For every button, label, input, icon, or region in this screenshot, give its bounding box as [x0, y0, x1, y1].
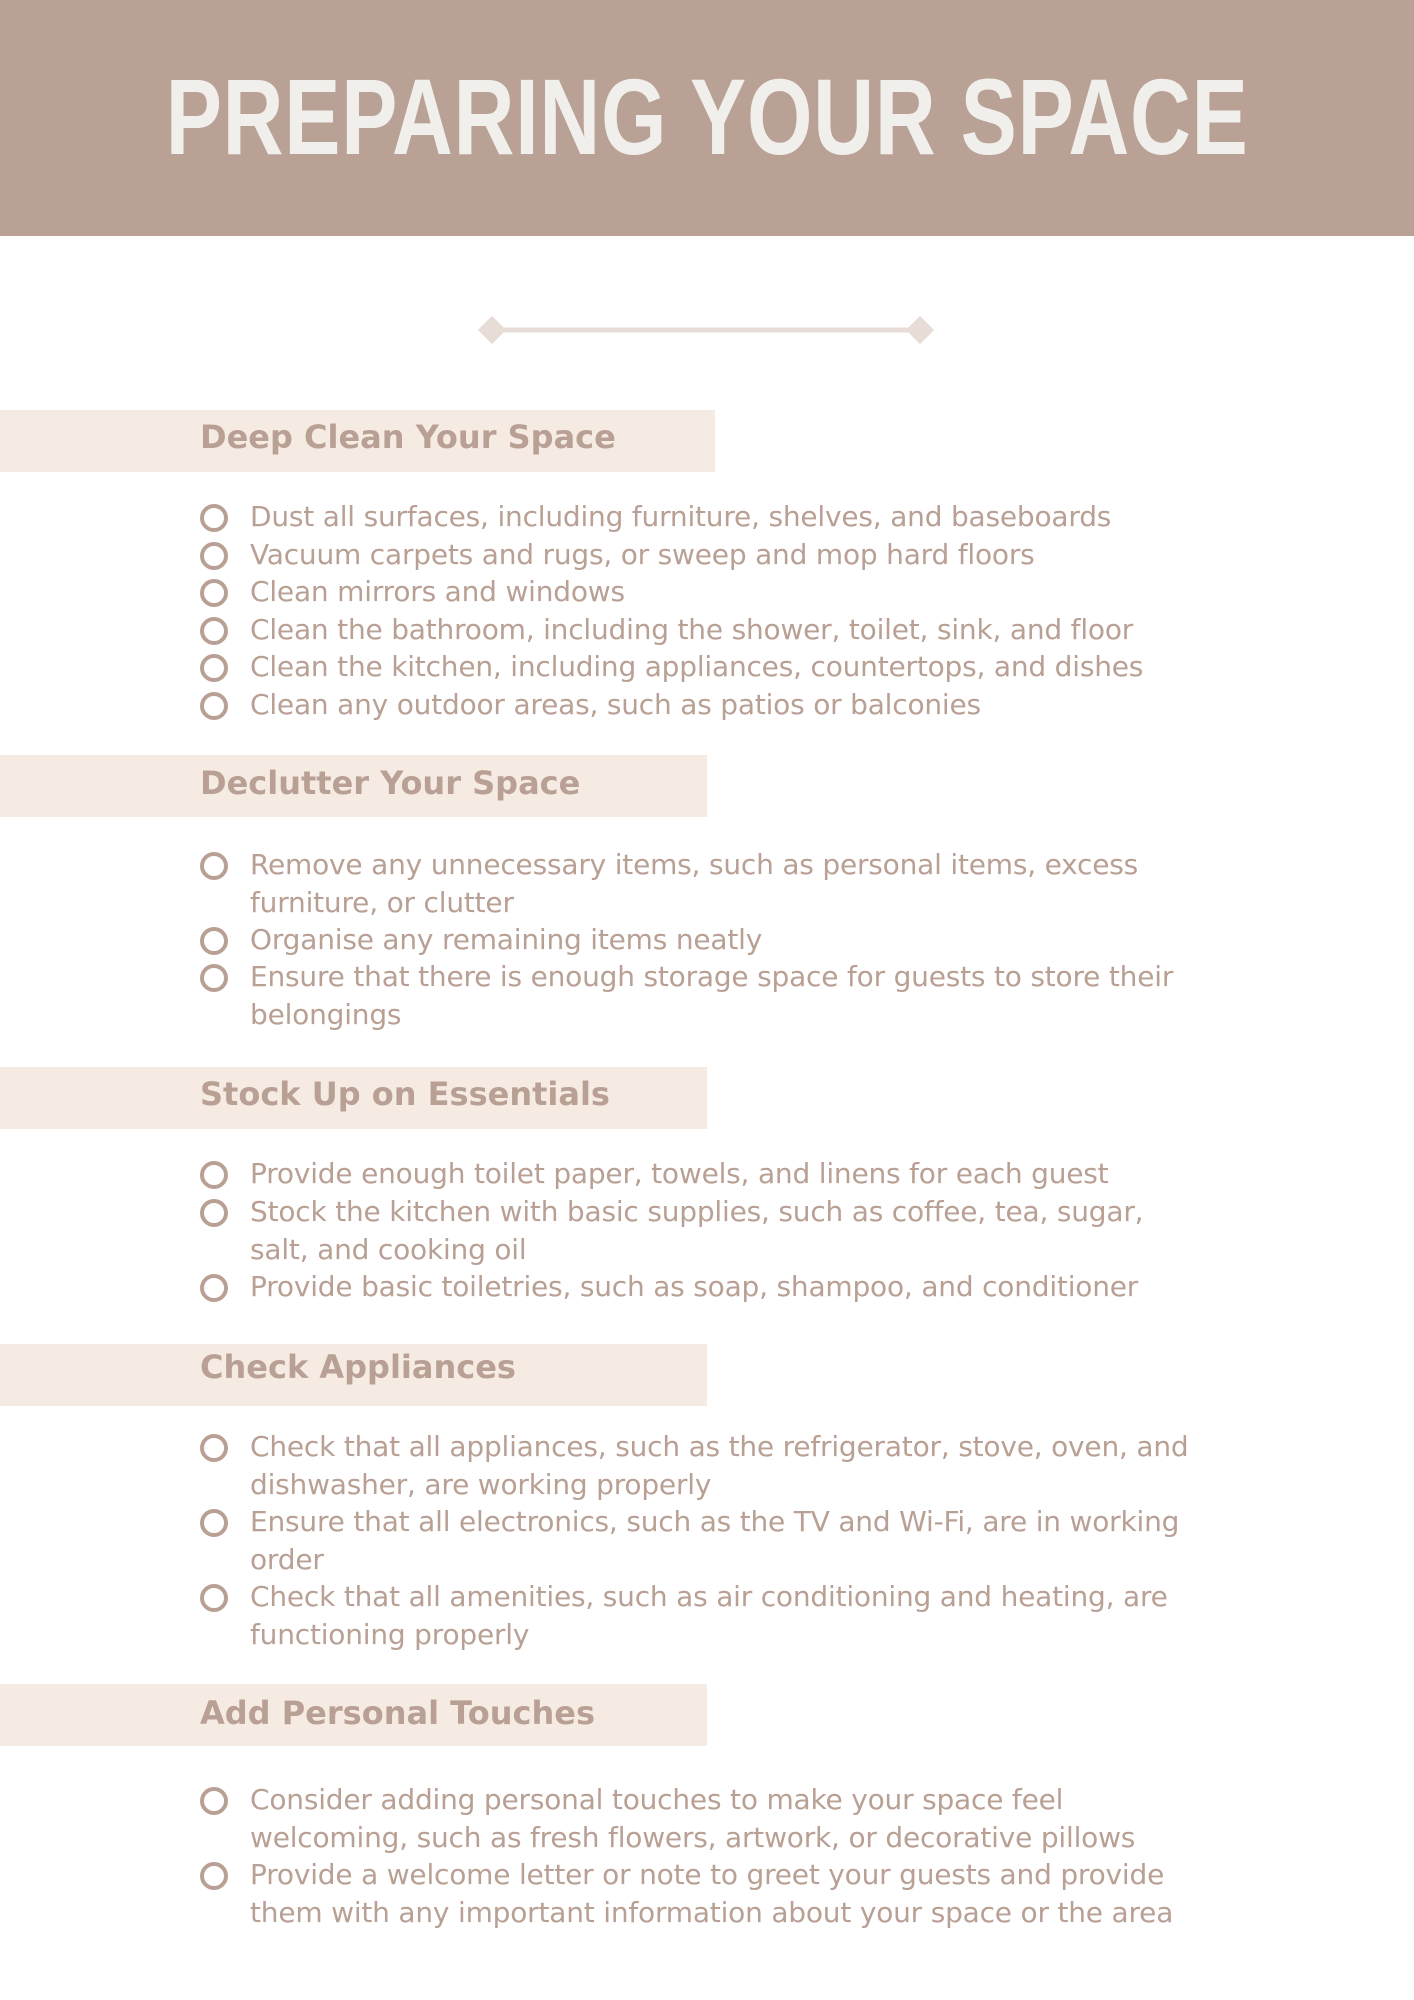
checklist-item[interactable]: Stock the kitchen with basic supplies, such as coffee, tea, sugar, salt, and cooking oil [200, 1193, 1200, 1268]
checkbox-circle-icon[interactable] [200, 542, 228, 570]
section-title-declutter: Declutter Your Space [200, 764, 581, 802]
checklist-item[interactable]: Ensure that all electronics, such as the TV and Wi-Fi, are in working order [200, 1503, 1200, 1578]
checkbox-circle-icon[interactable] [200, 1161, 228, 1189]
checklist-item[interactable]: Check that all amenities, such as air conditioning and heating, are functioning properly [200, 1578, 1200, 1653]
checkbox-circle-icon[interactable] [200, 964, 228, 992]
checkbox-circle-icon[interactable] [200, 1509, 228, 1537]
checklist-item[interactable]: Remove any unnecessary items, such as personal items, excess furniture, or clutter [200, 846, 1200, 921]
checkbox-circle-icon[interactable] [200, 579, 228, 607]
section-title-deep-clean: Deep Clean Your Space [200, 418, 616, 456]
checkbox-circle-icon[interactable] [200, 1434, 228, 1462]
checklist-item[interactable]: Clean the bathroom, including the shower, toilet, sink, and floor [200, 611, 1200, 649]
page-title: PREPARING YOUR SPACE [165, 55, 1249, 177]
checkbox-circle-icon[interactable] [200, 1584, 228, 1612]
checkbox-circle-icon[interactable] [200, 617, 228, 645]
checkbox-circle-icon[interactable] [200, 504, 228, 532]
checkbox-circle-icon[interactable] [200, 1199, 228, 1227]
checklist-item[interactable]: Dust all surfaces, including furniture, shelves, and baseboards [200, 498, 1200, 536]
checkbox-circle-icon[interactable] [200, 692, 228, 720]
checklist-item[interactable]: Organise any remaining items neatly [200, 921, 1200, 959]
checkbox-circle-icon[interactable] [200, 1862, 228, 1890]
checklist-item[interactable]: Provide basic toiletries, such as soap, shampoo, and conditioner [200, 1268, 1200, 1306]
checkbox-circle-icon[interactable] [200, 654, 228, 682]
page-header [0, 0, 1414, 236]
section-title-personal-touches: Add Personal Touches [200, 1694, 596, 1732]
checkbox-circle-icon[interactable] [200, 927, 228, 955]
checkbox-circle-icon[interactable] [200, 852, 228, 880]
checklist-item[interactable]: Clean the kitchen, including appliances, countertops, and dishes [200, 648, 1200, 686]
checkbox-circle-icon[interactable] [200, 1787, 228, 1815]
checklist-item[interactable]: Check that all appliances, such as the refrigerator, stove, oven, and dishwasher, are working properly [200, 1428, 1200, 1503]
section-title-essentials: Stock Up on Essentials [200, 1075, 610, 1113]
decorative-divider [478, 314, 934, 346]
section-title-appliances: Check Appliances [200, 1348, 516, 1386]
checkbox-circle-icon[interactable] [200, 1274, 228, 1302]
checklist-item[interactable]: Provide a welcome letter or note to greet your guests and provide them with any important information about your space or the area [200, 1856, 1200, 1931]
checklist-item[interactable]: Vacuum carpets and rugs, or sweep and mop hard floors [200, 536, 1200, 574]
checklist-item[interactable]: Ensure that there is enough storage space for guests to store their belongings [200, 958, 1200, 1033]
checklist-item[interactable]: Clean any outdoor areas, such as patios or balconies [200, 686, 1200, 724]
checklist-item[interactable]: Clean mirrors and windows [200, 573, 1200, 611]
checklist-item[interactable]: Consider adding personal touches to make your space feel welcoming, such as fresh flowers, artwork, or decorative pillows [200, 1781, 1200, 1856]
checklist-item[interactable]: Provide enough toilet paper, towels, and linens for each guest [200, 1155, 1200, 1193]
